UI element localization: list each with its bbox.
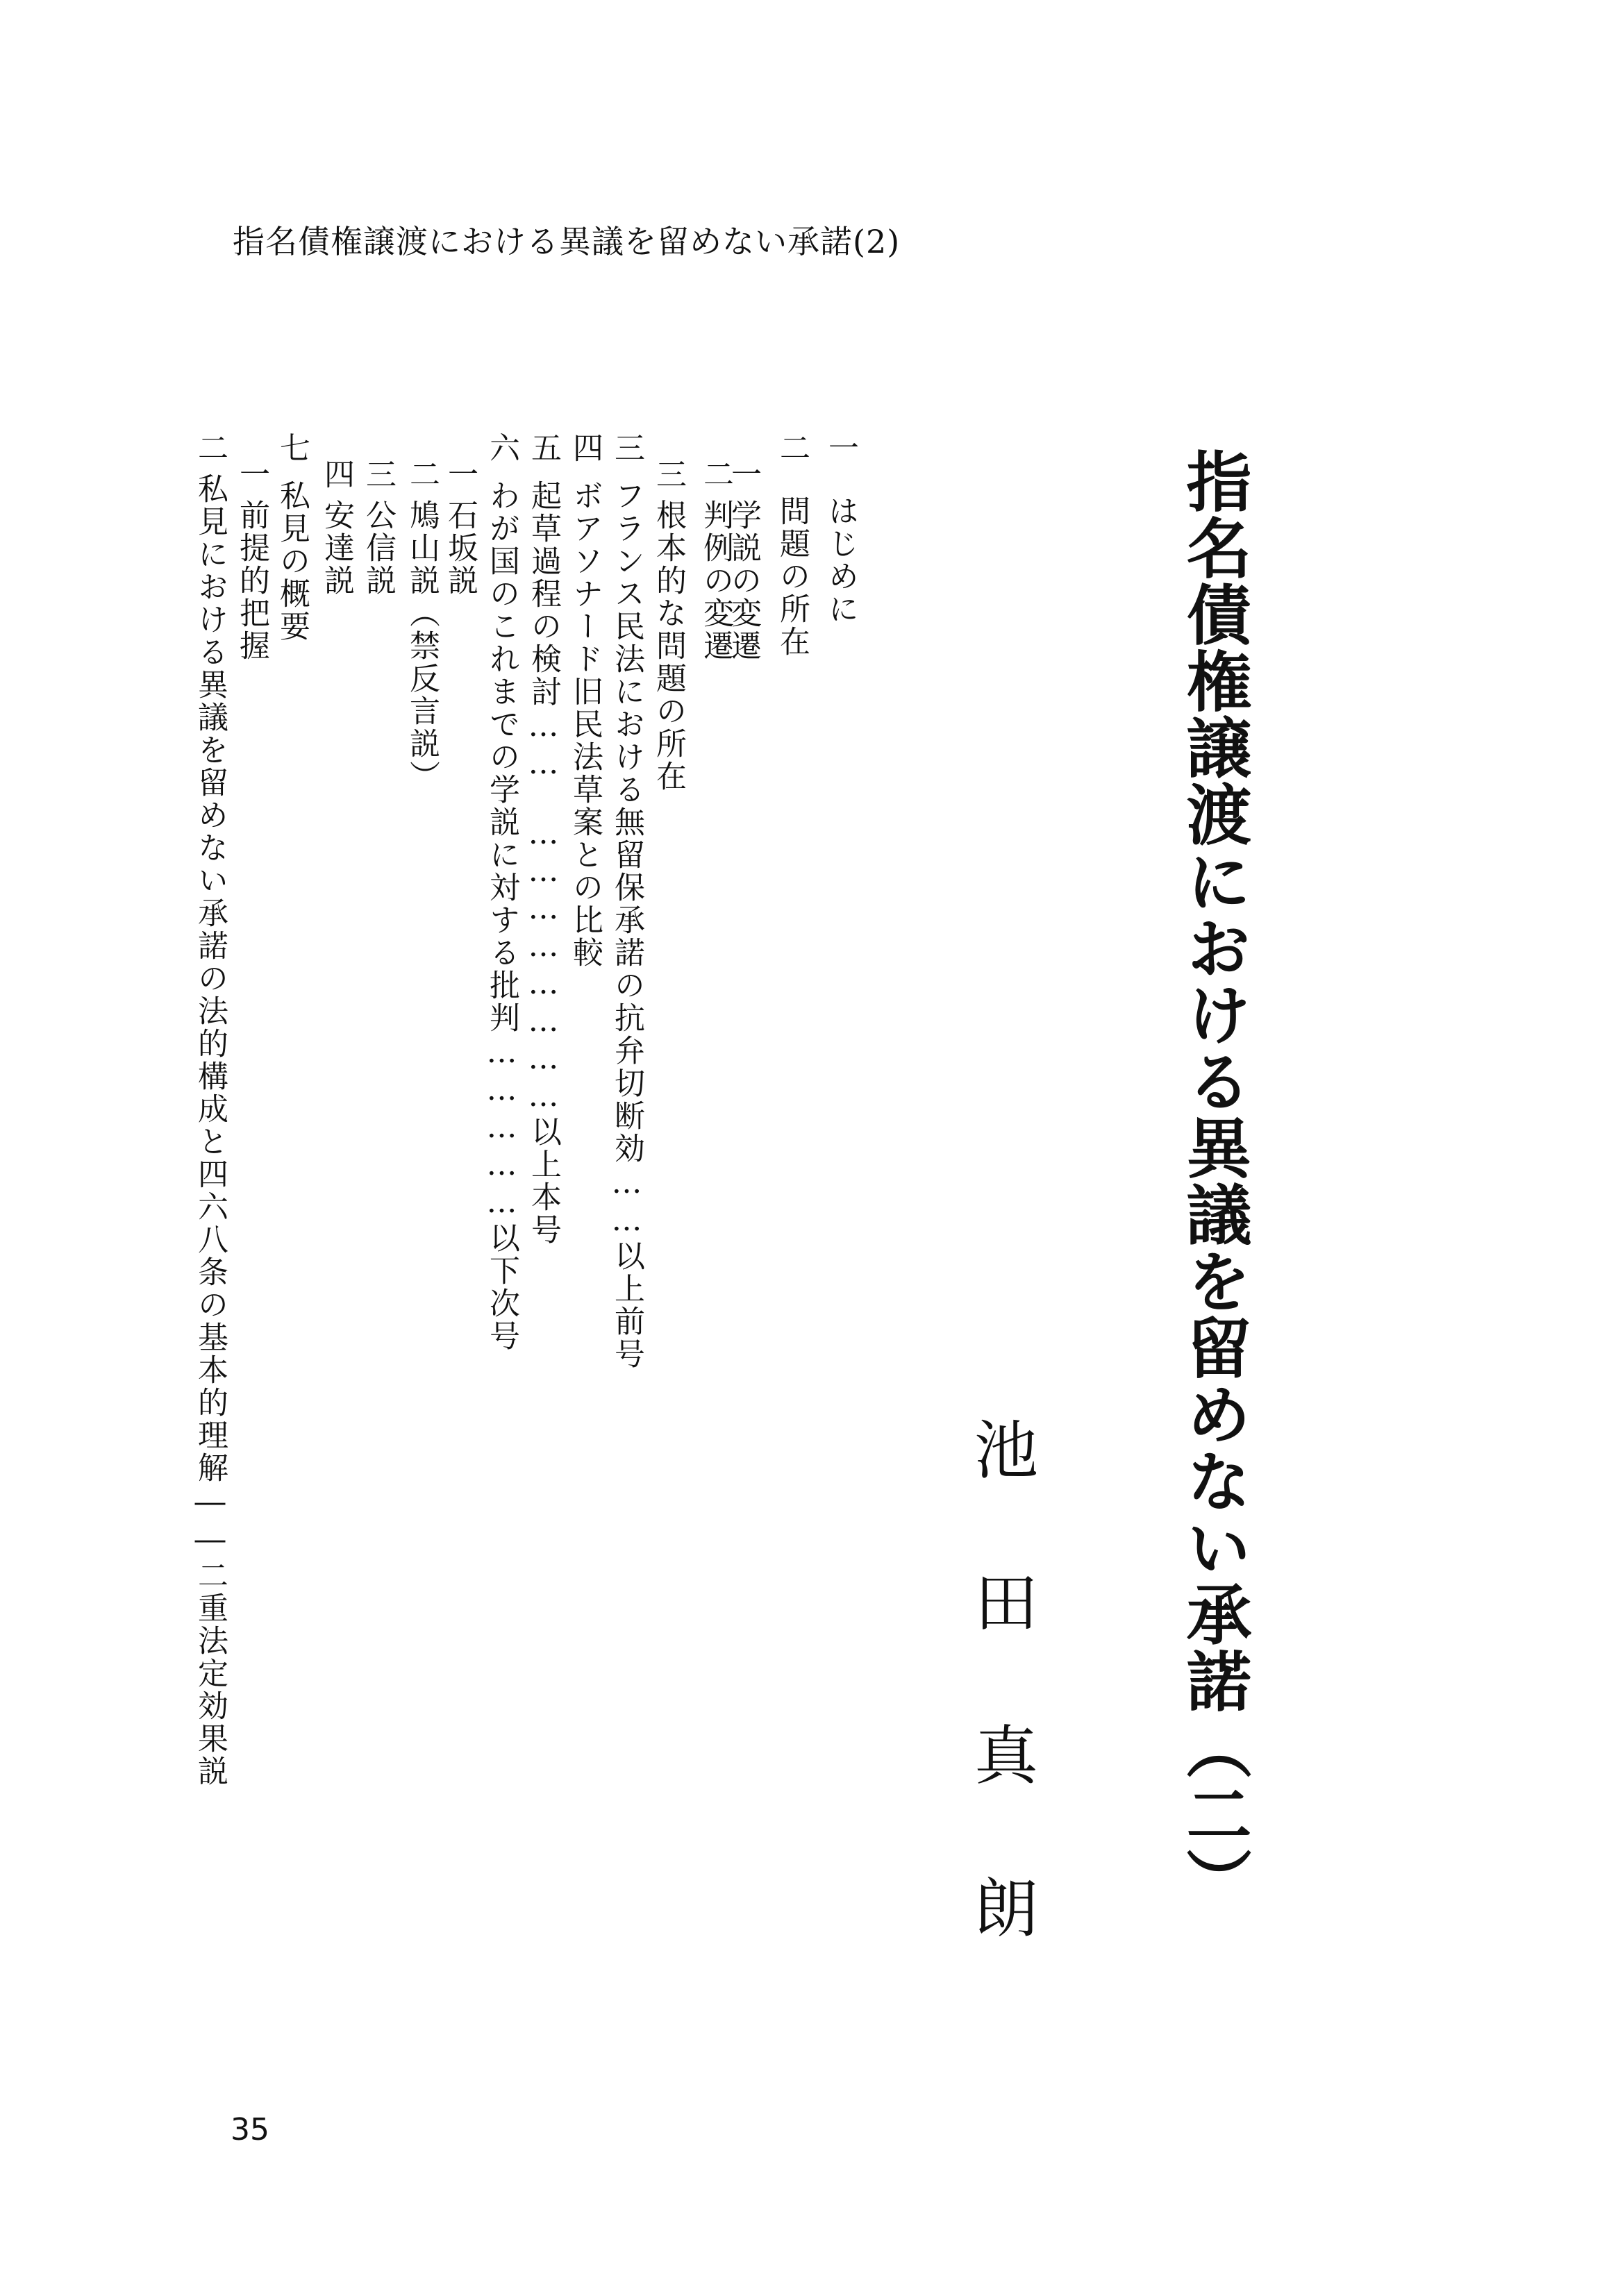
toc-number: 一 [823, 432, 858, 464]
toc-item [825, 432, 856, 626]
toc-item [360, 458, 396, 597]
toc-number: 一 [442, 458, 478, 491]
toc-text: 安達説 [319, 499, 354, 597]
toc-item [192, 432, 228, 1788]
toc-number: 三 [651, 458, 686, 491]
toc-item [567, 432, 603, 969]
toc-text: 判例の変遷 [698, 499, 733, 662]
toc-text: 公信説 [360, 499, 396, 597]
toc-number: 五 [526, 432, 561, 464]
toc-text: 鳩山説（禁反言説） [404, 499, 440, 793]
toc-item [651, 458, 686, 793]
toc-text: 私見の概要 [274, 480, 310, 643]
toc-number: 七 [274, 432, 310, 464]
toc-text: 石坂説 [442, 499, 478, 597]
toc-item [700, 458, 731, 662]
toc-number: 四 [319, 458, 354, 491]
page-number: 35 [231, 2112, 269, 2147]
toc-number: 二 [698, 458, 733, 491]
toc-number: 二 [192, 432, 228, 464]
toc-number: 二 [774, 432, 810, 464]
toc-text: 私見における異議を留めない承諾の法的構成と四六八条の基本的理解――二重法定効果説 [192, 473, 228, 1788]
toc-item [486, 432, 517, 1352]
toc-number: 六 [484, 432, 519, 464]
running-head: 指名債権譲渡における異議を留めない承諾(2) [233, 223, 901, 260]
toc-number: 四 [567, 432, 603, 464]
author-name: 池田真朗 [964, 1416, 1038, 2027]
toc-text: ボアソナード旧民法草案との比較 [567, 480, 603, 969]
toc-text: フランス民法における無留保承諾の抗弁切断効……以上前号 [609, 480, 644, 1371]
toc-item [442, 458, 478, 597]
toc-text: はじめに [823, 495, 858, 626]
toc-text: 根本的な問題の所在 [651, 499, 686, 793]
toc-number: 一 [726, 458, 761, 491]
toc-number: 三 [360, 458, 396, 491]
toc-text: 学説の変遷 [726, 499, 761, 662]
toc-item [611, 432, 642, 1371]
toc-item [319, 458, 354, 597]
toc-item [404, 458, 440, 793]
toc-text: 前提的把握 [234, 499, 269, 662]
toc-item [274, 432, 310, 643]
toc-number: 二 [404, 458, 440, 491]
toc-item [774, 432, 810, 658]
article-title: 指名債権譲渡における異議を留めない承諾（二） [1175, 448, 1251, 1914]
toc-text: 問題の所在 [774, 495, 810, 658]
toc-item [526, 432, 561, 1246]
toc-text: わが国のこれまでの学説に対する批判……………以下次号 [484, 480, 519, 1352]
toc-text: 起草過程の検討…… ……………………以上本号 [526, 480, 561, 1246]
toc-number: 三 [609, 432, 644, 464]
toc-item [236, 458, 267, 662]
toc-number: 一 [234, 458, 269, 491]
